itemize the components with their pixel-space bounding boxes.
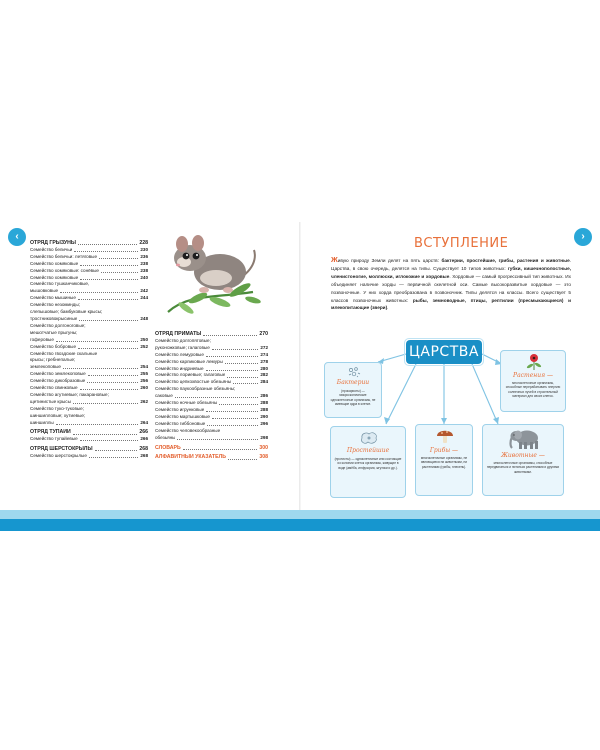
toc-entry-page: 300	[259, 444, 268, 451]
toc-entry[interactable]	[30, 364, 148, 371]
kingdoms-hub: ЦАРСТВА	[406, 340, 482, 364]
toc-entry[interactable]	[30, 378, 148, 385]
toc-entry-page: 248	[140, 315, 148, 321]
toc-entry-page: 282	[260, 372, 268, 378]
fungi-label: Грибы —	[429, 447, 459, 454]
footer-stripe-dark	[0, 519, 600, 531]
toc-entry[interactable]	[155, 386, 268, 393]
toc-entry-label: мешотчатые прыгуны;	[30, 329, 78, 335]
toc-entry-label: слепышовые; бамбуковые крысы;	[30, 309, 103, 315]
toc-entry[interactable]	[155, 372, 268, 379]
toc-entry[interactable]	[30, 337, 148, 344]
toc-entry-page: 290	[260, 413, 268, 419]
toc-entry[interactable]	[155, 400, 268, 407]
toc-entry[interactable]	[155, 379, 268, 386]
kingdoms-diagram	[320, 340, 568, 502]
toc-leader-dots	[212, 418, 258, 419]
toc-entry-label: Семейство хомяковые	[30, 274, 79, 280]
toc-entry-page: 228	[139, 240, 148, 246]
toc-leader-dots	[87, 382, 138, 383]
toc-entry-label: Семейство дикобразовые	[30, 378, 86, 384]
toc-entry-page: 298	[260, 434, 268, 440]
toc-entry-page: 266	[139, 429, 148, 436]
toc-entry-label: землекоповые	[30, 364, 61, 370]
toc-entry-label: Семейство ночные обезьяны	[155, 400, 218, 406]
toc-entry-page: 256	[140, 378, 148, 384]
toc-entry[interactable]	[30, 254, 148, 261]
toc-leader-dots	[203, 335, 257, 336]
plants-label: Растения —	[513, 372, 553, 379]
toc-entry-label: мышовковые	[30, 288, 59, 294]
toc-entry-label: шиншиллы	[30, 419, 54, 425]
animals-label: Животные —	[501, 452, 545, 459]
toc-entry-page: 268	[139, 446, 148, 453]
toc-entry-label: руконожковые; галаговые	[155, 344, 210, 350]
toc-entry[interactable]	[155, 428, 268, 435]
toc-entry[interactable]	[155, 407, 268, 414]
toc-leader-dots	[73, 434, 138, 435]
toc-entry[interactable]	[30, 309, 148, 316]
mushroom-icon	[435, 427, 455, 445]
toc-leader-dots	[227, 377, 258, 378]
toc-entry-label: Семейство мышиные	[30, 295, 76, 301]
toc-entry-label: Семейство тушканчиковые,	[30, 281, 90, 287]
toc-entry-page: 264	[140, 419, 148, 425]
toc-entry-label: крысы; гребнепалые;	[30, 357, 76, 363]
toc-entry[interactable]	[30, 420, 148, 427]
toc-entry[interactable]	[155, 414, 268, 421]
toc-entry-page: 286	[260, 393, 268, 399]
toc-leader-dots	[80, 279, 138, 280]
toc-entry-page: 255	[140, 371, 148, 377]
toc-entry-page: 274	[260, 351, 268, 357]
toc-leader-dots	[73, 403, 138, 404]
toc-leader-dots	[101, 272, 138, 273]
toc-entry-label: Семейство тупайевые	[30, 436, 78, 442]
toc-leader-dots	[206, 356, 258, 357]
toc-entry-label: ОТРЯД ПРИМАТЫ	[155, 331, 202, 337]
footer-stripe-light	[0, 510, 600, 519]
toc-entry-label: гоферовые	[30, 336, 54, 342]
toc-entry-page: 272	[260, 344, 268, 350]
toc-entry[interactable]	[155, 421, 268, 428]
toc-entry[interactable]	[30, 413, 148, 420]
toc-entry[interactable]	[30, 344, 148, 351]
toc-leader-dots	[88, 375, 139, 376]
toc-entry-page: 250	[140, 336, 148, 342]
toc-entry-label: Семейство лемуровые	[155, 351, 204, 357]
toc-entry[interactable]	[155, 359, 268, 366]
toc-entry[interactable]	[30, 281, 148, 288]
fungi-desc: многоклеточные организмы, не являющиеся ни животными, ни растениями (грибы, плесень).	[420, 456, 468, 469]
toc-entry[interactable]	[30, 247, 148, 254]
amoeba-icon	[359, 431, 379, 445]
toc-leader-dots	[79, 320, 138, 321]
toc-entry-label: Семейство лориевые; галаговые	[155, 372, 226, 378]
toc-entry-label: Семейство беличьи: летяговые	[30, 253, 98, 259]
toc-leader-dots	[80, 389, 139, 390]
protists-desc: (протисты) — одноклеточные или состоящие из колонии клеток организмы, живущие в воде (амёба, инфузории, жгутики и др.).	[334, 457, 402, 470]
toc-entry[interactable]	[30, 268, 148, 275]
toc-entry-label: Семейство человекообразные	[155, 427, 221, 433]
toc-entry-page: 240	[140, 274, 148, 280]
toc-entry-page: 244	[140, 295, 148, 301]
toc-entry-page: 278	[260, 358, 268, 364]
toc-entry-page: 262	[140, 398, 148, 404]
toc-leader-dots	[207, 425, 258, 426]
toc-entry[interactable]	[30, 351, 148, 358]
toc-entry[interactable]	[155, 454, 268, 461]
chevron-right-icon: ›	[581, 231, 585, 242]
toc-entry[interactable]	[30, 330, 148, 337]
toc-entry[interactable]	[155, 366, 268, 373]
toc-entry[interactable]	[30, 446, 148, 453]
chevron-left-icon: ‹	[15, 231, 19, 242]
plants-box	[500, 350, 566, 412]
toc-leader-dots	[80, 265, 138, 266]
toc-entry-page: 238	[140, 267, 148, 273]
toc-entry-page: 288	[260, 406, 268, 412]
toc-entry-page: 242	[140, 288, 148, 294]
toc-entry-label: Семейство шерстокрылые	[30, 453, 87, 459]
toc-entry[interactable]	[30, 453, 148, 460]
next-page-button[interactable]	[574, 228, 592, 246]
toc-leader-dots	[63, 368, 138, 369]
toc-leader-dots	[99, 258, 138, 259]
toc-leader-dots	[95, 450, 138, 451]
toc-leader-dots	[56, 341, 138, 342]
toc-entry-page: 280	[260, 365, 268, 371]
fungi-box	[415, 424, 473, 496]
toc-entry[interactable]	[155, 435, 268, 442]
toc-leader-dots	[225, 363, 259, 364]
toc-entry[interactable]	[30, 429, 148, 436]
toc-leader-dots	[183, 449, 258, 450]
toc-entry-page: 268	[140, 453, 148, 459]
bacteria-label: Бактерии	[336, 379, 370, 386]
section-title: ВСТУПЛЕНИЕ	[414, 236, 509, 251]
toc-entry-label: ОТРЯД ШЕРСТОКРЫЛЫ	[30, 446, 93, 453]
toc-entry-label: Семейство беличьи	[30, 246, 73, 252]
toc-entry-label: ОТРЯД ТУПАЙИ	[30, 429, 71, 436]
protists-label: Простейшие	[346, 447, 390, 454]
toc-entry-page: 254	[140, 364, 148, 370]
toc-entry[interactable]	[30, 323, 148, 330]
toc-leader-dots	[177, 439, 258, 440]
toc-entry-label: Семейство индриевые	[155, 365, 204, 371]
toc-entry-page: 230	[140, 246, 148, 252]
toc-entry-page: 284	[260, 379, 268, 385]
toc-entry-label: тростниковокрысиные	[30, 315, 78, 321]
toc-leader-dots	[74, 251, 138, 252]
toc-entry[interactable]	[30, 275, 148, 282]
bacteria-desc: (прокариоты) — микроскопические одноклеточные организмы, не имеющие ядра в клетке.	[330, 389, 376, 406]
toc-entry-label: Семейство незоминды;	[30, 302, 80, 308]
toc-entry-label: Семейство долгопятовые;	[155, 337, 211, 343]
toc-leader-dots	[89, 457, 138, 458]
plants-desc: многоклеточные организмы, способные перерабатывать энергию солнечных лучей в строительный материал для своих клеток.	[505, 381, 561, 398]
toc-entry-page: 266	[140, 436, 148, 442]
toc-entry[interactable]	[30, 295, 148, 302]
toc-leader-dots	[219, 404, 258, 405]
animals-desc: многоклеточные организмы, способные передвигаться и питаться растениями и другими животными.	[486, 461, 560, 474]
toc-entry-label: обезьяны	[155, 434, 176, 440]
bacteria-icon	[347, 366, 361, 378]
book-gutter	[299, 222, 301, 512]
table-of-contents-left	[30, 240, 148, 460]
intro-paragraph: Живую природу Земли делят на пять царств: бактерии, простейшие, грибы, растения и животные. Царства, в свою очередь, делятся на типы. Существует 10 типов животных: губки, кишечнополостные, членистоногие, моллюски, иглокожие и хордовые. Хордовые — самый прогрессивный тип животных. Их объединяет наличие хорды — первичной скелетной оси. Самые высокоразвитые хордовые — это позвоночные. У них хорда преобразована в позвоночник. Типы делятся на классы. Всего существует 5 классов позвоночных животных: рыбы, земноводные, птицы, рептилии (пресмыкающиеся) и млекопитающие (звери).	[331, 255, 572, 311]
toc-entry-label: Семейство гиббоновые	[155, 420, 206, 426]
toc-entry[interactable]	[30, 399, 148, 406]
drop-cap: Ж	[331, 255, 338, 264]
toc-entry-label: АЛФАВИТНЫЙ УКАЗАТЕЛЬ	[155, 454, 227, 461]
toc-entry-label: Семейство мартышковые	[155, 413, 210, 419]
toc-leader-dots	[56, 424, 139, 425]
toc-entry-label: Семейство землекоповые	[30, 371, 86, 377]
toc-entry-page: 238	[140, 260, 148, 266]
toc-entry-label: ОТРЯД ГРЫЗУНЫ	[30, 240, 76, 246]
toc-entry[interactable]	[30, 406, 148, 413]
toc-leader-dots	[175, 397, 259, 398]
possum-illustration	[158, 232, 268, 320]
toc-entry-label: Семейство паукообразные обезьяны;	[155, 386, 236, 392]
toc-entry-label: Семейство агутиевые; пакарановые;	[30, 391, 109, 397]
toc-entry-label: щетинистые крысы	[30, 398, 71, 404]
toc-entry-label: Семейство хомяковые	[30, 260, 79, 266]
toc-entry[interactable]	[155, 393, 268, 400]
toc-entry[interactable]	[155, 331, 268, 338]
toc-entry[interactable]	[155, 345, 268, 352]
toc-entry-label: Семейство цепкохвостые обезьяны	[155, 379, 232, 385]
toc-leader-dots	[60, 292, 138, 293]
toc-entry[interactable]	[30, 302, 148, 309]
table-of-contents-right	[155, 331, 268, 461]
bacteria-box	[324, 362, 382, 418]
toc-entry-label: саковые	[155, 393, 173, 399]
toc-entry[interactable]	[30, 240, 148, 247]
toc-entry-page: 252	[140, 343, 148, 349]
toc-entry[interactable]	[30, 371, 148, 378]
previous-page-button[interactable]	[8, 228, 26, 246]
toc-leader-dots	[233, 383, 258, 384]
toc-entry-page: 288	[260, 400, 268, 406]
toc-entry-label: Семейство долгоноговые;	[30, 322, 86, 328]
toc-entry[interactable]	[30, 392, 148, 399]
toc-leader-dots	[78, 299, 138, 300]
toc-entry[interactable]	[30, 261, 148, 268]
toc-entry[interactable]	[30, 316, 148, 323]
toc-entry[interactable]	[155, 445, 268, 452]
toc-entry-label: СЛОВАРЬ	[155, 444, 181, 451]
toc-entry[interactable]	[155, 352, 268, 359]
toc-entry-page: 308	[259, 454, 268, 461]
toc-entry-label: Семейство туко-туковые;	[30, 405, 85, 411]
toc-leader-dots	[212, 349, 259, 350]
toc-entry-label: Семейство гвоздские скальные	[30, 350, 98, 356]
toc-leader-dots	[80, 440, 139, 441]
toc-entry-label: Семейство хомяковые: сонёвые	[30, 267, 99, 273]
toc-entry[interactable]	[30, 385, 148, 392]
toc-entry-label: Семейство карликовые лемуры	[155, 358, 223, 364]
toc-entry-label: Семейство игрунковые	[155, 406, 205, 412]
toc-entry-page: 270	[259, 331, 268, 337]
toc-entry[interactable]	[30, 436, 148, 443]
toc-leader-dots	[206, 411, 258, 412]
toc-leader-dots	[228, 459, 257, 460]
animals-box	[482, 424, 564, 496]
toc-entry-page: 260	[140, 385, 148, 391]
toc-entry-label: шиншилловые; хутиевые;	[30, 412, 86, 418]
toc-leader-dots	[78, 244, 137, 245]
toc-leader-dots	[206, 370, 259, 371]
toc-entry-page: 296	[260, 420, 268, 426]
toc-entry-label: Семейство бобровые	[30, 343, 76, 349]
toc-entry-page: 236	[140, 253, 148, 259]
toc-entry-label: Семейство свинковые	[30, 385, 78, 391]
elephant-icon	[507, 427, 541, 451]
toc-entry[interactable]	[30, 288, 148, 295]
toc-leader-dots	[78, 348, 138, 349]
protists-box	[330, 426, 406, 498]
toc-entry[interactable]	[155, 338, 268, 345]
flower-icon	[523, 353, 545, 371]
toc-entry[interactable]	[30, 357, 148, 364]
